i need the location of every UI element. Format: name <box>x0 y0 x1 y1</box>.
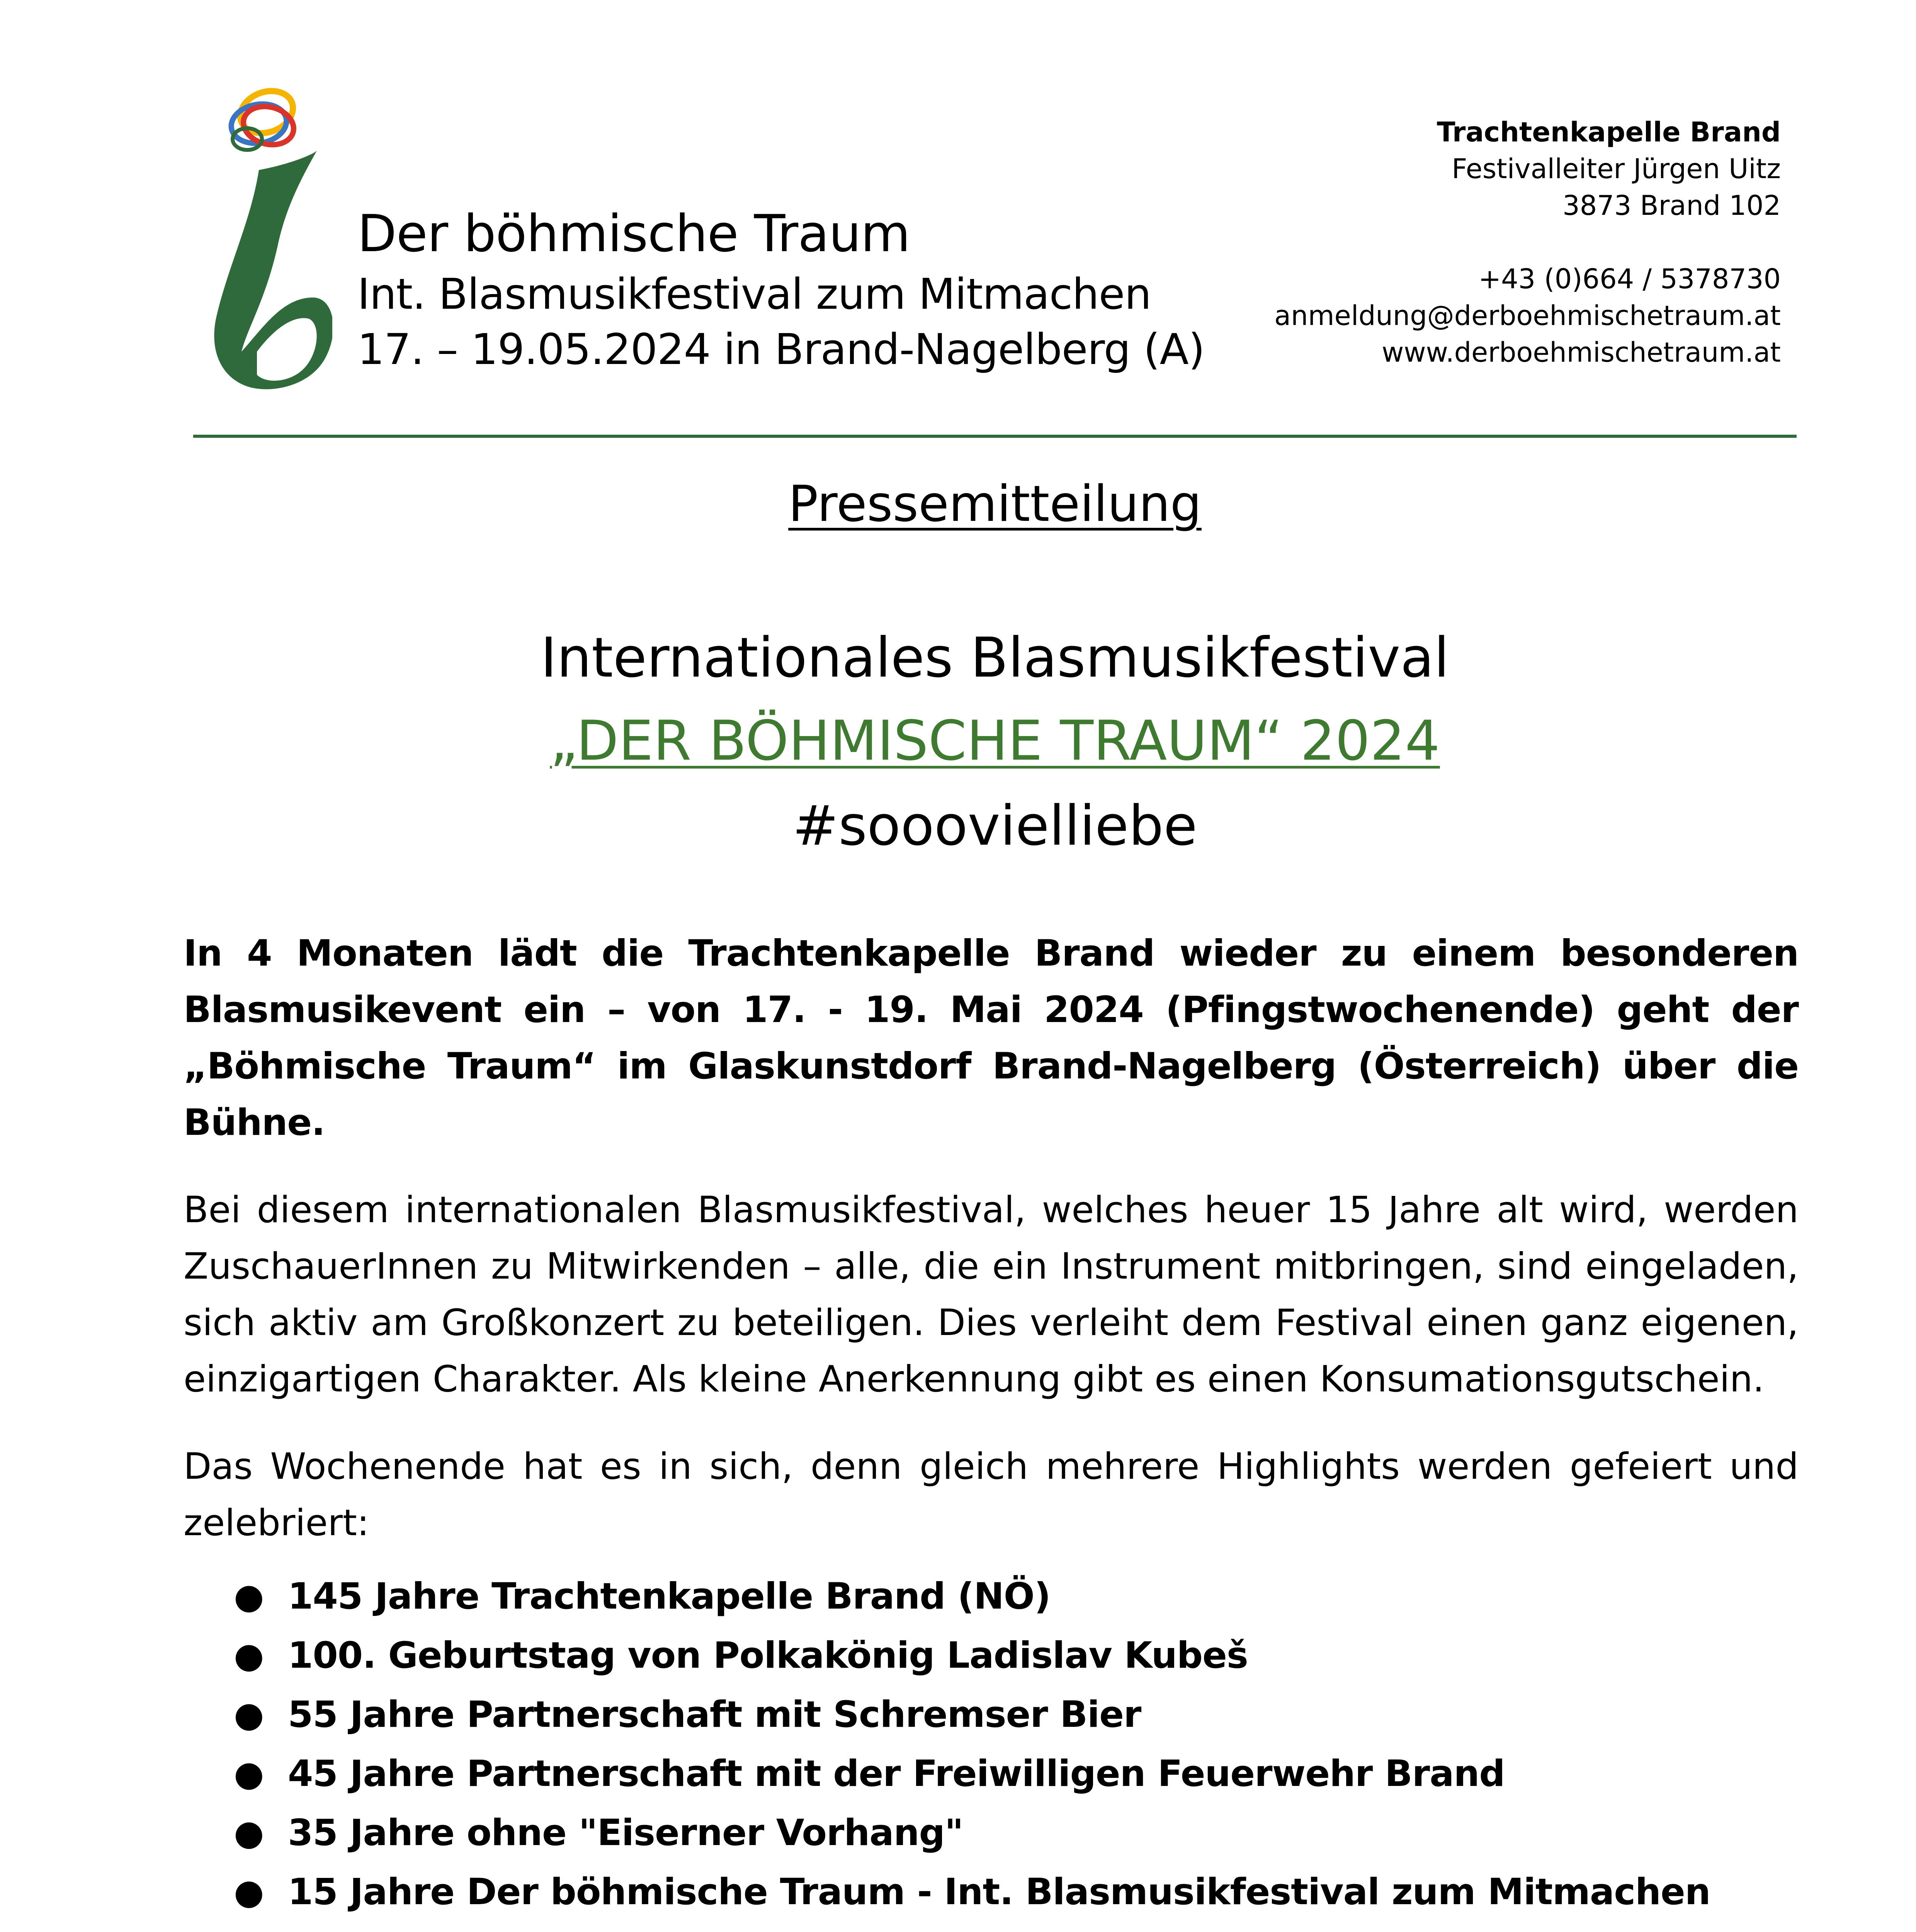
list-item: ● 45 Jahre Partnerschaft mit der Freiwilligen Feuerwehr Brand <box>288 1744 1799 1803</box>
title-hashtag: #sooovielliebe <box>792 794 1197 858</box>
brand-block <box>357 201 1205 377</box>
paragraph-2: Das Wochenende hat es in sich, denn gleich mehrere Highlights werden gefeiert und zelebriert: <box>184 1446 1799 1544</box>
bullet-icon: ● <box>234 1872 264 1912</box>
bullet-icon: ● <box>234 1753 264 1794</box>
contact-block <box>1274 114 1781 371</box>
paragraph-1: Bei diesem internationalen Blasmusikfestival, welches heuer 15 Jahre alt wird, werden ZuschauerInnen zu Mitwirkenden – alle, die ein Instrument mitbringen, sind eingeladen, sich aktiv am Großkonzert zu beteiligen. Dies verleiht dem Festival einen ganz eigenen, einzigartigen Charakter. Als kleine Anerkennung gibt es einen Konsumationsgutschein. <box>184 1189 1799 1400</box>
title-line-2: „DER BÖHMISCHE TRAUM“ 2024 <box>550 709 1440 773</box>
festival-logo <box>201 81 332 398</box>
list-item: ● 35 Jahre ohne "Eiserner Vorhang" <box>288 1803 1799 1862</box>
header-divider <box>193 435 1797 438</box>
press-heading: Pressemitteilung <box>788 475 1202 533</box>
contact-phone: +43 (0)664 / 5378730 <box>1478 263 1781 295</box>
contact-leader: Festivalleiter Jürgen Uitz <box>1452 153 1781 185</box>
body-content <box>184 925 1799 1932</box>
title-line-1: Internationales Blasmusikfestival <box>541 626 1449 690</box>
list-item: ● 55 Jahre Partnerschaft mit Schremser Bier <box>288 1685 1799 1744</box>
brand-title: Der böhmische Traum <box>357 204 910 264</box>
contact-website[interactable]: www.derboehmischetraum.at <box>1382 337 1781 368</box>
highlights-list <box>184 1567 1799 1922</box>
contact-org: Trachtenkapelle Brand <box>1437 116 1781 148</box>
list-item: ● 145 Jahre Trachtenkapelle Brand (NÖ) <box>288 1567 1799 1626</box>
bullet-icon: ● <box>234 1576 264 1617</box>
bullet-icon: ● <box>234 1694 264 1735</box>
bullet-icon: ● <box>234 1813 264 1853</box>
contact-address: 3873 Brand 102 <box>1562 190 1781 221</box>
list-item: ● 100. Geburtstag von Polkakönig Ladislav Kubeš <box>288 1626 1799 1685</box>
contact-email[interactable]: anmeldung@derboehmischetraum.at <box>1274 300 1781 332</box>
brand-subtitle: Int. Blasmusikfestival zum Mitmachen <box>357 269 1151 319</box>
intro-paragraph: In 4 Monaten lädt die Trachtenkapelle Brand wieder zu einem besonderen Blasmusikevent ein – von 17. - 19. Mai 2024 (Pfingstwochenende) geht der „Böhmische Traum“ im Glaskunstdorf Brand-Nagelberg (Österreich) über die Bühne. <box>184 932 1799 1144</box>
list-item: ● 15 Jahre Der böhmische Traum - Int. Blasmusikfestival zum Mitmachen <box>288 1862 1799 1922</box>
bullet-icon: ● <box>234 1635 264 1676</box>
brand-dates: 17. – 19.05.2024 in Brand-Nagelberg (A) <box>357 325 1205 374</box>
